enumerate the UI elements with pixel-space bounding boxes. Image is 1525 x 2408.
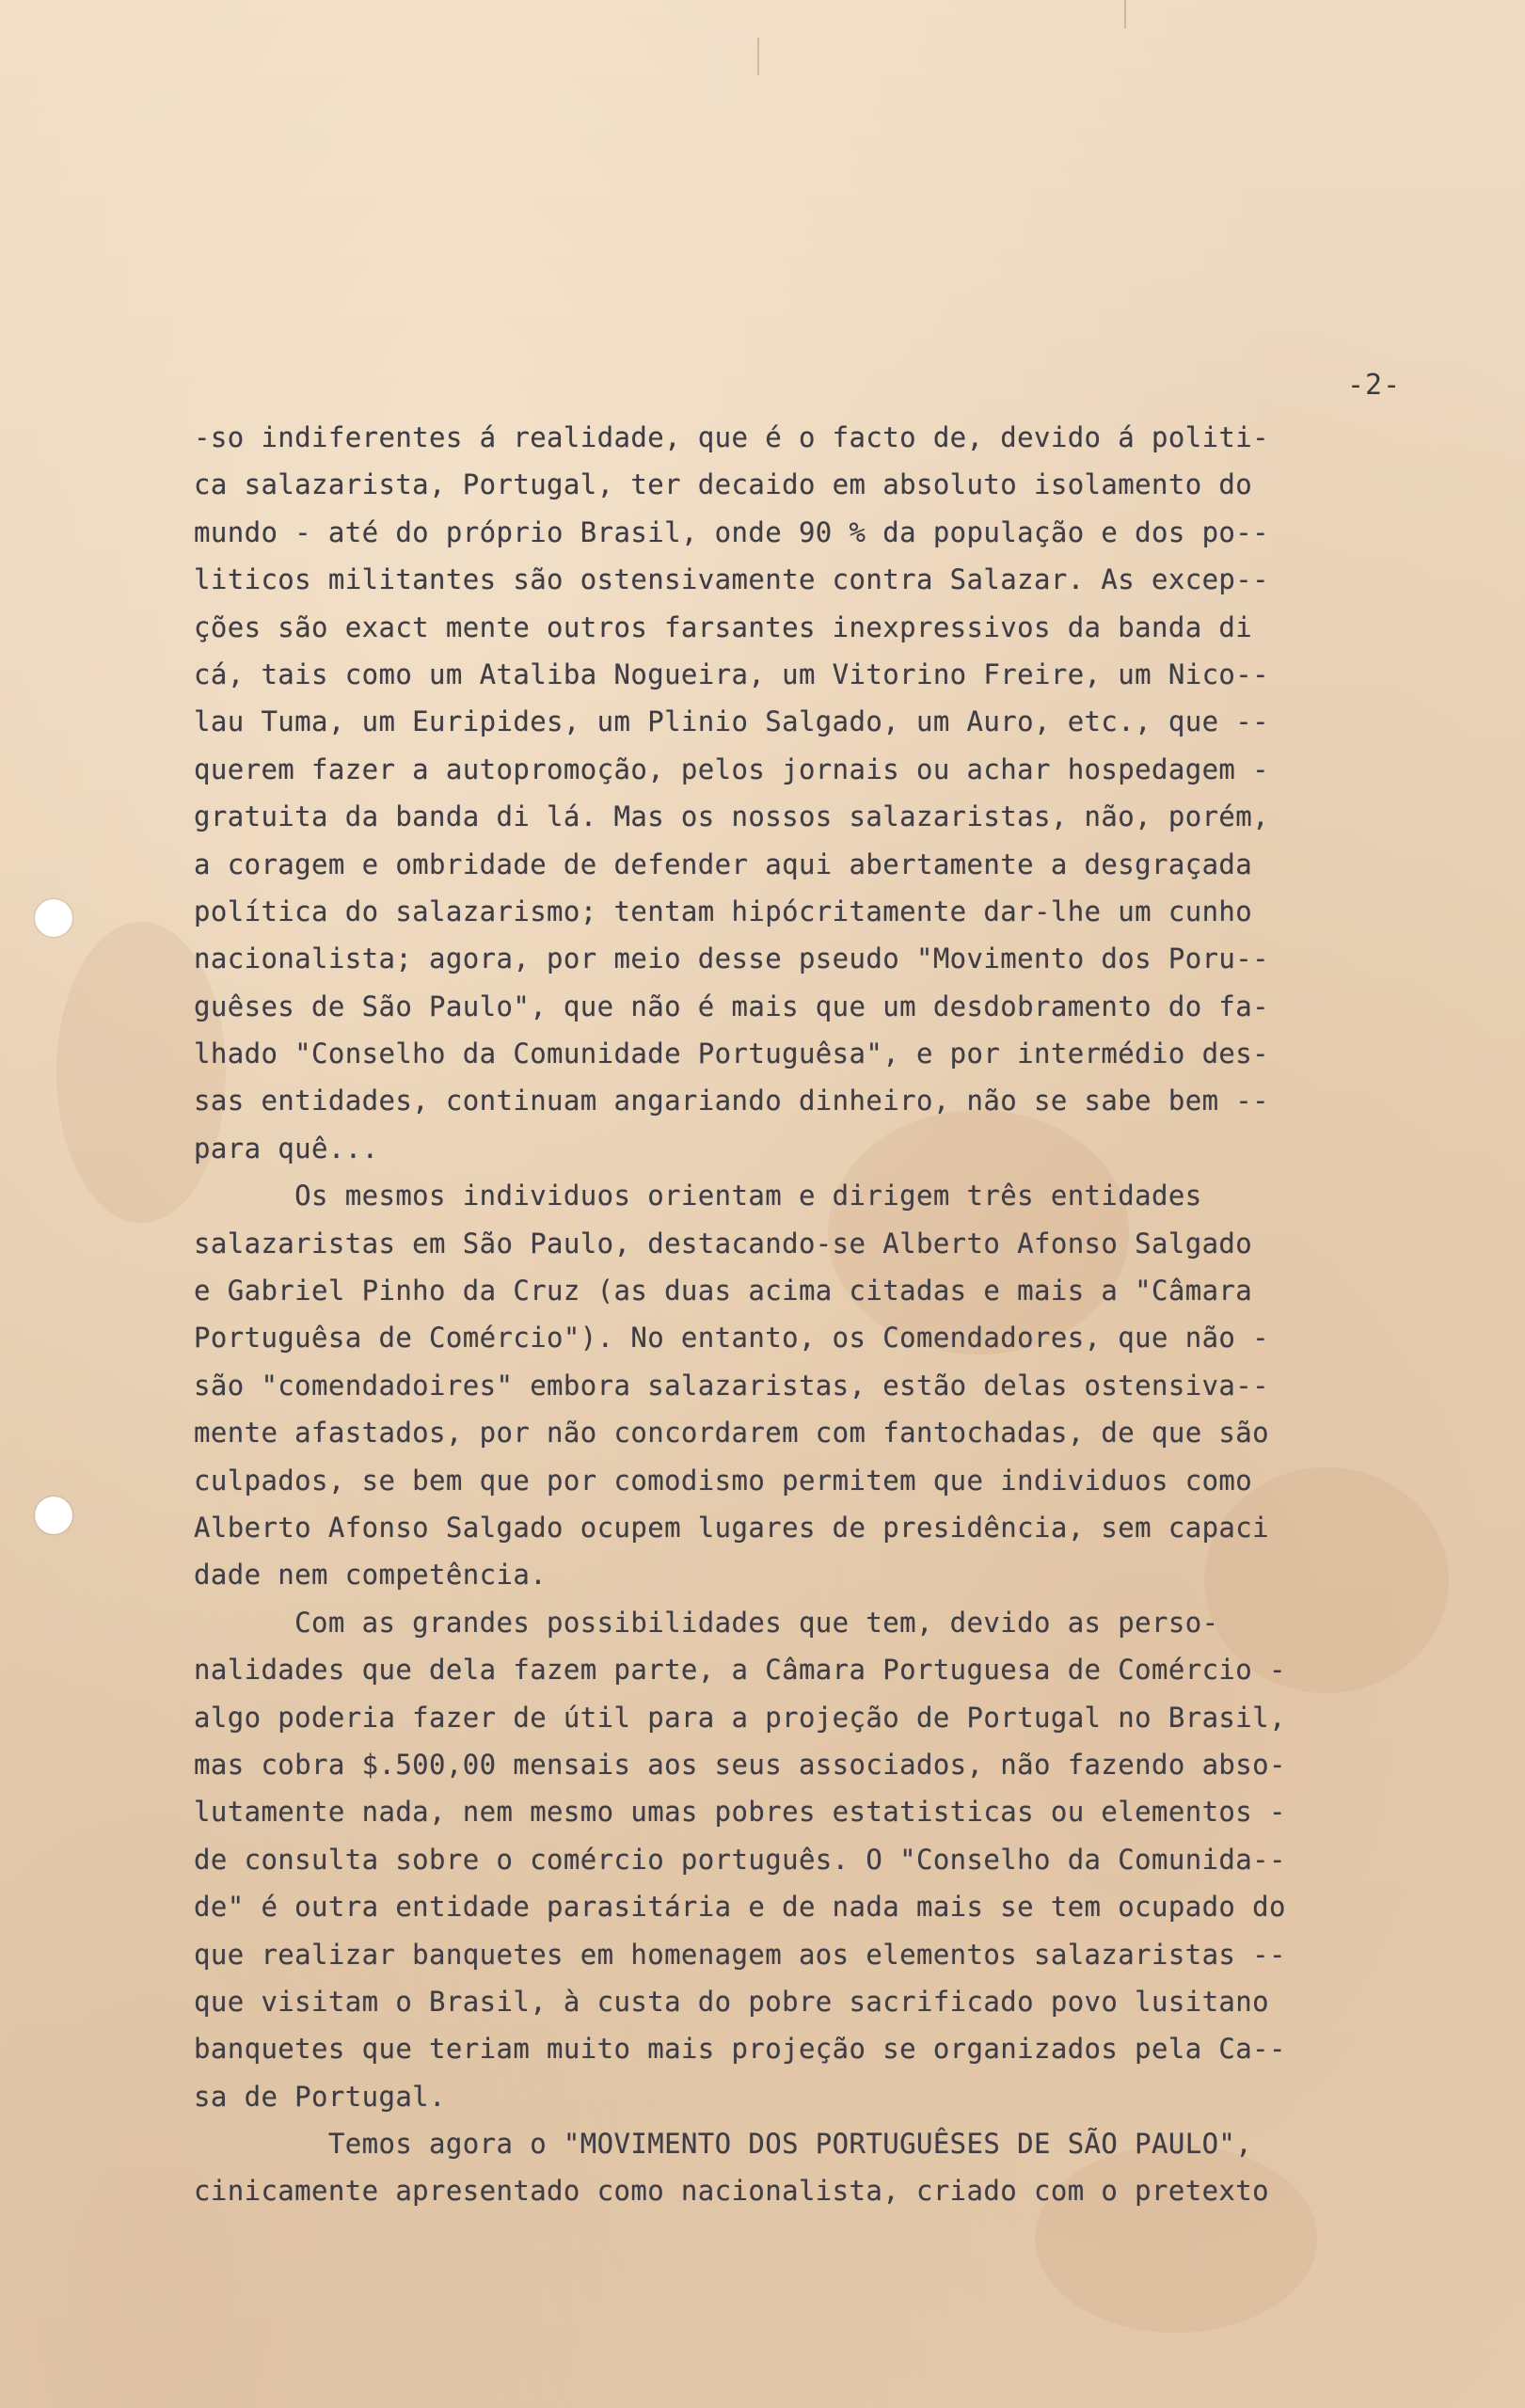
text-line: salazaristas em São Paulo, destacando-se Alberto Afonso Salgado — [194, 1227, 1253, 1259]
text-line: de consulta sobre o comércio português. O "Conselho da Comunida-- — [194, 1843, 1286, 1876]
text-line: política do salazarismo; tentam hipócritamente dar-lhe um cunho — [194, 895, 1253, 927]
text-line: a coragem e ombridade de defender aqui abertamente a desgraçada — [194, 848, 1253, 880]
text-line: ções são exact mente outros farsantes inexpressivos da banda di — [194, 610, 1253, 643]
text-line: e Gabriel Pinho da Cruz (as duas acima citadas e mais a "Câmara — [194, 1275, 1253, 1307]
text-line: liticos militantes são ostensivamente contra Salazar. As excep-- — [194, 563, 1270, 596]
text-line: cinicamente apresentado como nacionalista, criado com o pretexto — [194, 2175, 1270, 2208]
text-line: Portuguêsa de Comércio"). No entanto, os Comendadores, que não - — [194, 1322, 1270, 1354]
text-line: querem fazer a autopromoção, pelos jornais ou achar hospedagem - — [194, 752, 1270, 785]
fold-mark — [757, 38, 759, 75]
text-line: sa de Portugal. — [194, 2080, 446, 2113]
text-line: para quê... — [194, 1132, 379, 1164]
page-number: -2- — [1347, 369, 1402, 402]
text-line: ca salazarista, Portugal, ter decaido em absoluto isolamento do — [194, 468, 1253, 501]
text-line: lau Tuma, um Euripides, um Plinio Salgado, um Auro, etc., que -- — [194, 705, 1270, 738]
punch-hole — [35, 1497, 72, 1534]
text-line: mundo - até do próprio Brasil, onde 90 % da população e dos po-- — [194, 515, 1270, 548]
text-line: sas entidades, continuam angariando dinheiro, não se sabe bem -- — [194, 1085, 1270, 1117]
text-line: -so indiferentes á realidade, que é o facto de, devido á politi- — [194, 421, 1270, 453]
text-line: mente afastados, por não concordarem com fantochadas, de que são — [194, 1417, 1270, 1450]
text-line: são "comendadoires" embora salazaristas, estão delas ostensiva-- — [194, 1369, 1270, 1402]
text-line: gratuita da banda di lá. Mas os nossos salazaristas, não, porém, — [194, 800, 1270, 833]
text-line: Temos agora o "MOVIMENTO DOS PORTUGUÊSES DE SÃO PAULO", — [194, 2128, 1253, 2161]
text-line: Os mesmos individuos orientam e dirigem três entidades — [194, 1180, 1202, 1212]
text-line: nacionalista; agora, por meio desse pseudo "Movimento dos Poru-- — [194, 943, 1270, 975]
text-line: que visitam o Brasil, à custa do pobre sacrificado povo lusitano — [194, 1985, 1270, 2018]
text-line: Alberto Afonso Salgado ocupem lugares de presidência, sem capaci — [194, 1511, 1270, 1544]
text-line: lhado "Conselho da Comunidade Portuguêsa", e por intermédio des- — [194, 1038, 1270, 1070]
fold-mark — [1124, 0, 1126, 28]
text-line: que realizar banquetes em homenagem aos elementos salazaristas -- — [194, 1938, 1286, 1971]
text-line: Com as grandes possibilidades que tem, devido as perso- — [194, 1606, 1219, 1639]
text-line: mas cobra $.500,00 mensais aos seus associados, não fazendo abso- — [194, 1748, 1286, 1781]
punch-hole — [35, 899, 72, 937]
text-line: culpados, se bem que por comodismo permitem que individuos como — [194, 1464, 1253, 1497]
text-line: algo poderia fazer de útil para a projeção de Portugal no Brasil, — [194, 1701, 1286, 1734]
text-line: lutamente nada, nem mesmo umas pobres estatisticas ou elementos - — [194, 1796, 1286, 1829]
text-line: guêses de São Paulo", que não é mais que um desdobramento do fa- — [194, 990, 1270, 1022]
text-line: de" é outra entidade parasitária e de nada mais se tem ocupado do — [194, 1891, 1286, 1924]
text-line: cá, tais como um Ataliba Nogueira, um Vitorino Freire, um Nico-- — [194, 657, 1270, 690]
text-line: nalidades que dela fazem parte, a Câmara Portuguesa de Comércio - — [194, 1654, 1286, 1687]
text-line: dade nem competência. — [194, 1559, 548, 1592]
typewritten-body — [194, 414, 1445, 2215]
text-line: banquetes que teriam muito mais projeção se organizados pela Ca-- — [194, 2033, 1286, 2066]
